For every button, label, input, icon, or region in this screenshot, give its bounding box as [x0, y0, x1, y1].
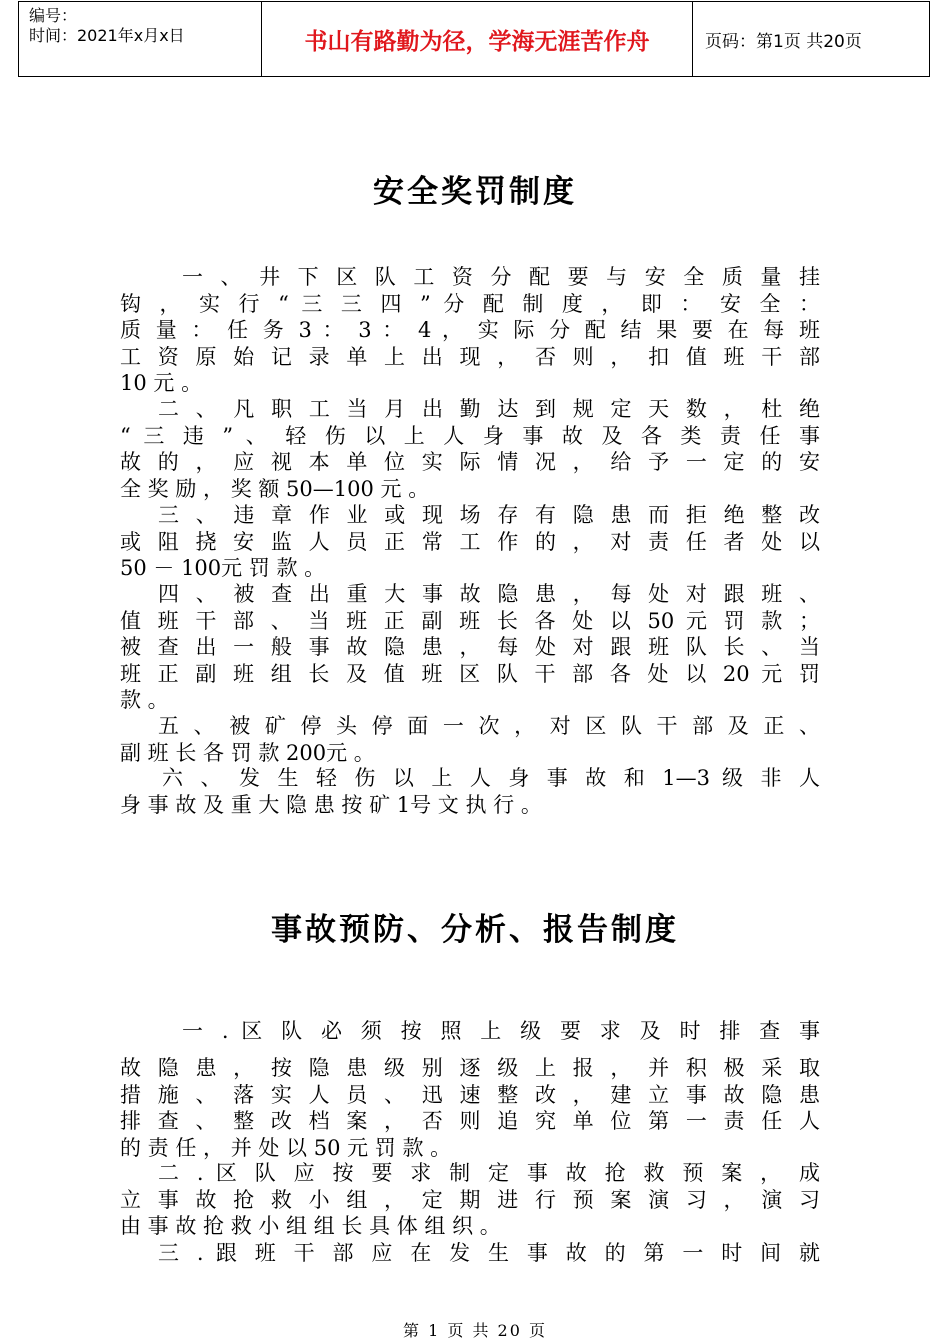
paragraph: [120, 1055, 820, 1161]
header-motto: 书山有路勤为径，学海无涯苦作舟: [262, 2, 693, 77]
paragraph-line: 副 班 长 各 罚 款 200元 。: [120, 740, 375, 765]
paragraph-line: 钩 ， 实 行 “ 三 三 四 ” 分 配 制 度 ， 即 ： 安 全 ：: [120, 291, 820, 316]
paragraph: [120, 1018, 820, 1045]
section2-title: 事故预防、分析、报告制度: [271, 912, 679, 948]
paragraph-line: 故 隐 患 ， 按 隐 患 级 别 逐 级 上 报 ， 并 积 极 采 取: [120, 1056, 820, 1080]
paragraph-line: 的 责 任 ， 并 处 以 50 元 罚 款 。: [120, 1135, 452, 1160]
paragraph: [120, 581, 820, 714]
section1-title: 安全奖罚制度: [373, 174, 577, 210]
paragraph-line: 身 事 故 及 重 大 隐 患 按 矿 1号 文 执 行 。: [120, 792, 542, 817]
paragraph-line: 四 、 被 查 出 重 大 事 故 隐 患 ， 每 处 对 跟 班 、: [158, 582, 820, 606]
paragraph-line: 立 事 故 抢 救 小 组 ， 定 期 进 行 预 案 演 习 ， 演 习: [120, 1187, 820, 1212]
paragraph: [120, 502, 820, 582]
number-label: 编号：: [29, 6, 78, 25]
paragraph-line: 由 事 故 抢 救 小 组 组 长 具 体 组 织 。: [120, 1214, 501, 1238]
paragraph-line: 被 查 出 一 般 事 故 隐 患 ， 每 处 对 跟 班 队 长 、 当: [120, 635, 820, 659]
paragraph-line: 款 。: [120, 688, 169, 712]
paragraph-line: 六 、 发 生 轻 伤 以 上 人 身 事 故 和 1—3 级 非 人: [162, 766, 820, 790]
paragraph-line: 一 . 区 队 必 须 按 照 上 级 要 求 及 时 排 查 事: [182, 1019, 820, 1043]
paragraph-line: 质 量 ： 任 务 3 ： 3 ： 4 ， 实 际 分 配 结 果 要 在 每 班: [120, 318, 820, 342]
document-header: [18, 1, 930, 77]
paragraph-line: 值 班 干 部 、 当 班 正 副 班 长 各 处 以 50 元 罚 款 ；: [120, 608, 820, 633]
paragraph: [120, 713, 820, 766]
paragraph-line: 全 奖 励 ， 奖 额 50—100 元 。: [120, 476, 430, 501]
paragraph-line: 三 、 违 章 作 业 或 现 场 存 有 隐 患 而 拒 绝 整 改: [158, 503, 820, 527]
paragraph: [120, 264, 820, 397]
paragraph: [120, 1240, 820, 1267]
paragraph-line: “ 三 违 ” 、 轻 伤 以 上 人 身 事 故 及 各 类 责 任 事: [120, 423, 820, 448]
paragraph-line: 故 的 ， 应 视 本 单 位 实 际 情 况 ， 给 予 一 定 的 安: [120, 450, 820, 474]
paragraph-line: 工 资 原 始 记 录 单 上 出 现 ， 否 则 ， 扣 值 班 干 部: [120, 344, 820, 369]
paragraph-line: 50 － 100元 罚 款 。: [120, 556, 326, 580]
page-footer: 第 1 页 共 20 页: [403, 1321, 547, 1340]
date-label: 时间：2021年x月x日: [29, 26, 185, 45]
paragraph: [120, 396, 820, 502]
paragraph-line: 措 施 、 落 实 人 员 、 迅 速 整 改 ， 建 立 事 故 隐 患: [120, 1082, 820, 1107]
paragraph: [120, 765, 820, 818]
paragraph-line: 或 阻 挠 安 监 人 员 正 常 工 作 的 ， 对 责 任 者 处 以: [120, 529, 820, 554]
header-meta: [19, 2, 262, 77]
paragraph-line: 二 、 凡 职 工 当 月 出 勤 达 到 规 定 天 数 ， 杜 绝: [158, 397, 820, 421]
paragraph-line: 排 查 、 整 改 档 案 ， 否 则 追 究 单 位 第 一 责 任 人: [120, 1109, 820, 1133]
paragraph-line: 五 、 被 矿 停 头 停 面 一 次 ， 对 区 队 干 部 及 正 、: [158, 714, 820, 738]
paragraph-line: 三 . 跟 班 干 部 应 在 发 生 事 故 的 第 一 时 间 就: [158, 1241, 820, 1265]
paragraph-line: 10 元 。: [120, 371, 203, 395]
paragraph: [120, 1160, 820, 1240]
paragraph-line: 班 正 副 班 组 长 及 值 班 区 队 干 部 各 处 以 20 元 罚: [120, 661, 820, 686]
paragraph-line: 二 . 区 队 应 按 要 求 制 定 事 故 抢 救 预 案 ， 成: [158, 1161, 820, 1185]
header-page-label: 页码：第1页 共20页: [693, 2, 930, 77]
paragraph-line: 一 、 井 下 区 队 工 资 分 配 要 与 安 全 质 量 挂: [182, 265, 820, 289]
